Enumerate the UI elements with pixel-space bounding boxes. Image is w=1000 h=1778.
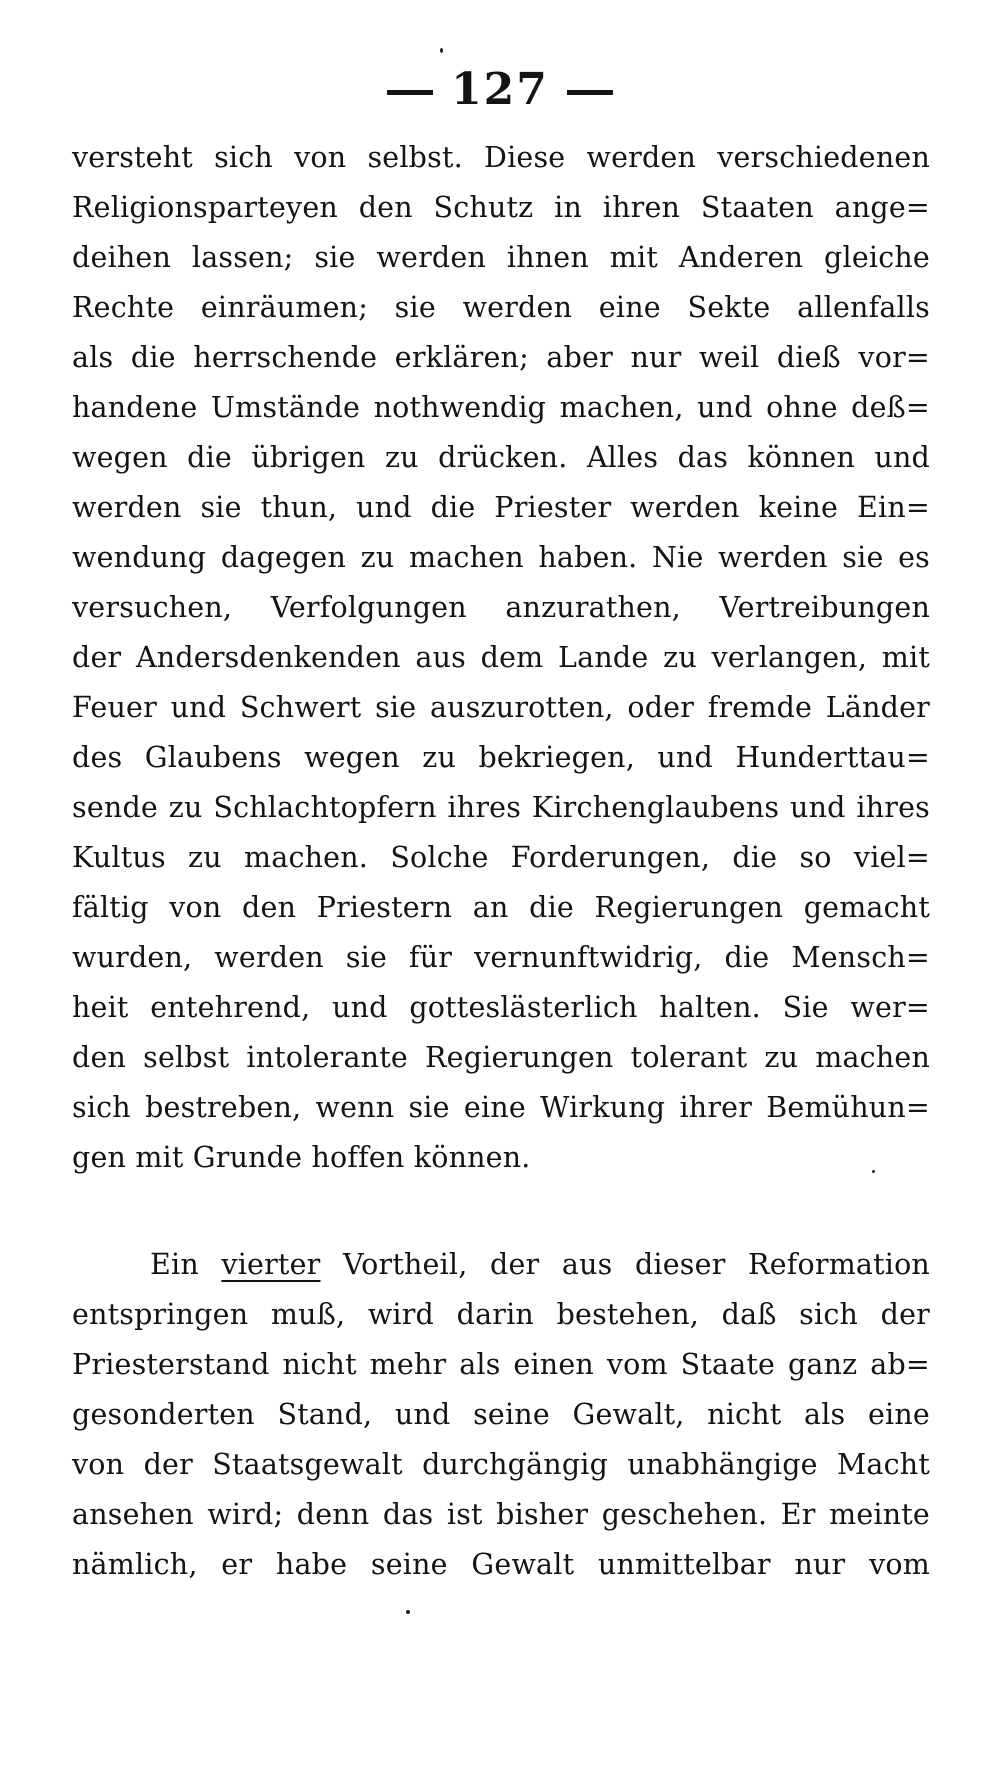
text-line: Religionsparteyen den Schutz in ihren Staaten ange= bbox=[72, 191, 930, 224]
page-number: 127 bbox=[451, 64, 549, 115]
page-header bbox=[0, 62, 1000, 118]
text-line: heit entehrend, und gotteslästerlich halten. Sie wer= bbox=[72, 991, 930, 1024]
text-line: Feuer und Schwert sie auszurotten, oder fremde Länder bbox=[72, 691, 930, 724]
text-run: Vortheil, der aus dieser Reformation bbox=[320, 1248, 930, 1281]
text-run: Ein bbox=[150, 1248, 222, 1281]
text-line: nämlich, er habe seine Gewalt unmittelbar nur vom bbox=[72, 1548, 930, 1581]
print-speck bbox=[406, 1610, 410, 1614]
text-line: gesonderten Stand, und seine Gewalt, nicht als eine bbox=[72, 1398, 930, 1431]
text-line: sich bestreben, wenn sie eine Wirkung ihrer Bemühun= bbox=[72, 1091, 930, 1124]
text-line: der Andersdenkenden aus dem Lande zu verlangen, mit bbox=[72, 641, 930, 674]
print-speck bbox=[872, 1170, 875, 1173]
text-line: versuchen, Verfolgungen anzurathen, Vertreibungen bbox=[72, 591, 930, 624]
header-dash-left bbox=[387, 90, 433, 95]
paragraph-2 bbox=[72, 1240, 930, 1590]
text-line: ansehen wird; denn das ist bisher geschehen. Er meinte bbox=[72, 1498, 930, 1531]
text-line: handene Umstände nothwendig machen, und ohne deß= bbox=[72, 391, 930, 424]
text-line: versteht sich von selbst. Diese werden verschiedenen bbox=[72, 141, 930, 174]
text-line: deihen lassen; sie werden ihnen mit Anderen gleiche bbox=[72, 241, 930, 274]
text-line: entspringen muß, wird darin bestehen, daß sich der bbox=[72, 1298, 930, 1331]
text-line: den selbst intolerante Regierungen tolerant zu machen bbox=[72, 1041, 930, 1074]
text-line: sende zu Schlachtopfern ihres Kirchenglaubens und ihres bbox=[72, 791, 930, 824]
underlined-word: vierter bbox=[221, 1248, 321, 1281]
text-line: des Glaubens wegen zu bekriegen, und Hunderttau= bbox=[72, 741, 930, 774]
text-line: Kultus zu machen. Solche Forderungen, die so viel= bbox=[72, 841, 930, 874]
text-line: als die herrschende erklären; aber nur weil dieß vor= bbox=[72, 341, 930, 374]
text-line: wegen die übrigen zu drücken. Alles das können und bbox=[72, 441, 930, 474]
text-line: fältig von den Priestern an die Regierungen gemacht bbox=[72, 891, 930, 924]
text-line: von der Staatsgewalt durchgängig unabhängige Macht bbox=[72, 1448, 930, 1481]
text-line: wurden, werden sie für vernunftwidrig, die Mensch= bbox=[72, 941, 930, 974]
print-speck bbox=[440, 48, 443, 53]
text-line: werden sie thun, und die Priester werden keine Ein= bbox=[72, 491, 930, 524]
header-dash-right bbox=[567, 90, 613, 95]
text-line: gen mit Grunde hoffen können. bbox=[72, 1141, 531, 1174]
text-line-first bbox=[72, 1240, 930, 1290]
text-line: Rechte einräumen; sie werden eine Sekte allenfalls bbox=[72, 291, 930, 324]
paragraph-1 bbox=[72, 133, 930, 1183]
text-line: wendung dagegen zu machen haben. Nie werden sie es bbox=[72, 541, 930, 574]
text-line: Priesterstand nicht mehr als einen vom Staate ganz ab= bbox=[72, 1348, 930, 1381]
